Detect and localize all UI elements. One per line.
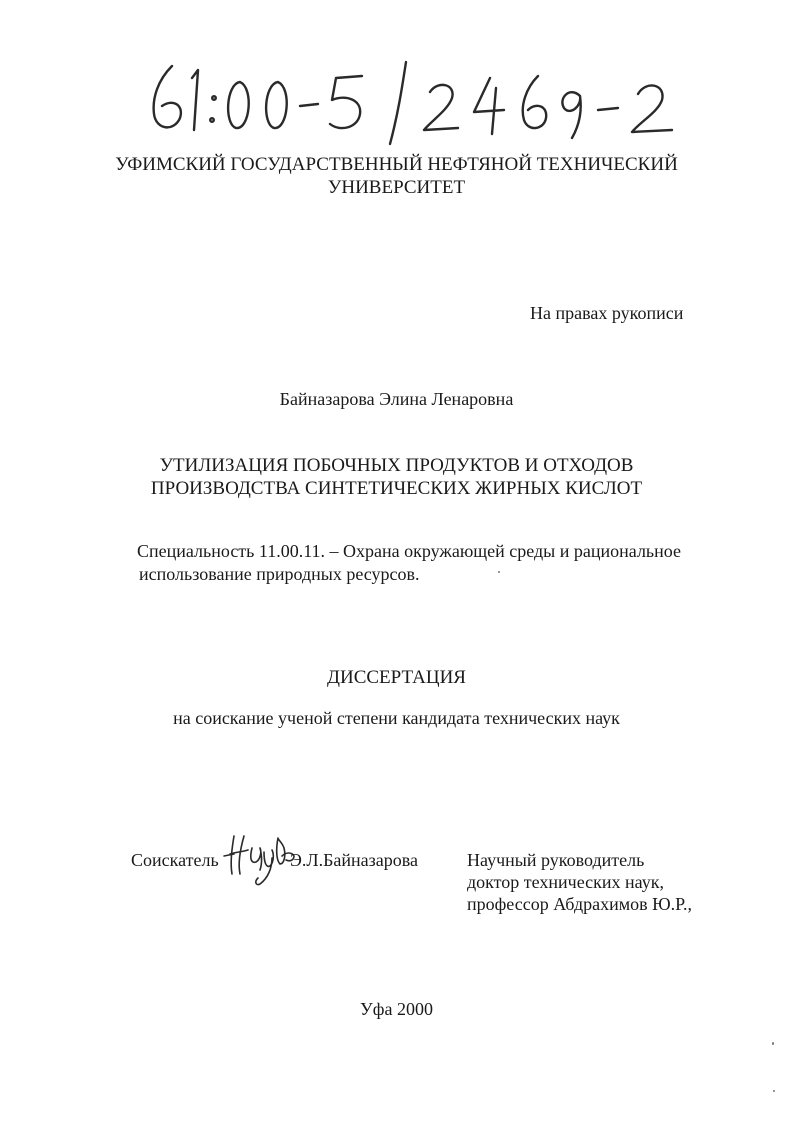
- author-name: Байназарова Элина Ленаровна: [279, 389, 514, 409]
- applicant-signature: [220, 828, 300, 893]
- applicant-label: Соискатель: [131, 850, 219, 870]
- specialty-line2: использование природных ресурсов.: [139, 564, 420, 584]
- title-line1: УТИЛИЗАЦИЯ ПОБОЧНЫХ ПРОДУКТОВ И ОТХОДОВ: [159, 455, 634, 476]
- degree-line: на соискание ученой степени кандидата технических наук: [173, 708, 620, 728]
- specialty-line1: Специальность 11.00.11. – Охрана окружающей среды и рациональное: [137, 541, 681, 561]
- university-name-line1: УФИМСКИЙ ГОСУДАРСТВЕННЫЙ НЕФТЯНОЙ ТЕХНИЧЕСКИЙ: [115, 154, 678, 175]
- university-name-line2: УНИВЕРСИТЕТ: [327, 177, 466, 198]
- scan-speck: [773, 1090, 775, 1092]
- work-type: ДИССЕРТАЦИЯ: [327, 667, 466, 688]
- title-line2: ПРОИЗВОДСТВА СИНТЕТИЧЕСКИХ ЖИРНЫХ КИСЛОТ: [150, 478, 643, 499]
- applicant-name: Э.Л.Байназарова: [290, 850, 419, 870]
- scan-speck: [498, 571, 500, 573]
- manuscript-rights: На правах рукописи: [530, 303, 684, 323]
- city-year: Уфа 2000: [360, 999, 433, 1019]
- handwritten-archive-number: [140, 58, 700, 148]
- supervisor-line3: профессор Абдрахимов Ю.Р.,: [467, 894, 692, 914]
- supervisor-line1: Научный руководитель: [467, 850, 645, 870]
- scan-speck: [772, 1042, 774, 1045]
- supervisor-line2: доктор технических наук,: [467, 872, 664, 892]
